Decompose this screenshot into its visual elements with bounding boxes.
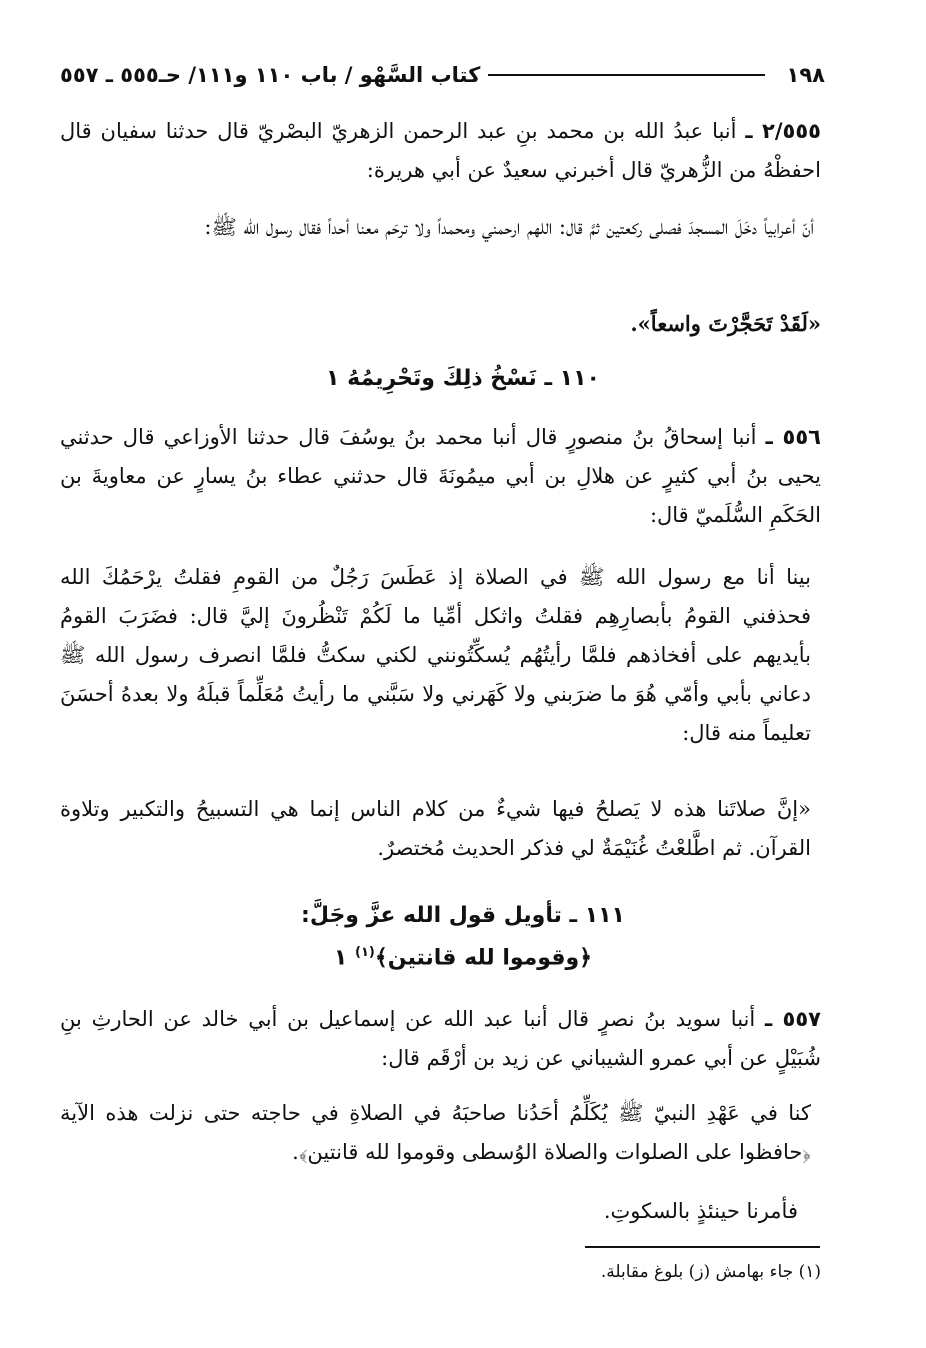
running-header xyxy=(60,58,825,92)
chapter-111-title: ١١١ ـ تأويل قول الله عزَّ وجَلَّ: xyxy=(301,903,625,928)
matn-text: أنّ أعرابياً دخَلَ المسجدَ فصلى ركعتين ثمَّ قال: اللهم ارحمني ومحمداً ولا ترحَم معنا أحداً فقال رسول الله ﷺ: xyxy=(204,215,814,239)
quranic-verse: ﴿وقوموا لله قانتين﴾ xyxy=(374,945,593,971)
isnad-text: أنبا إسحاقُ بنُ منصورٍ قال أنبا محمد بنُ يوسُفَ قال حدثنا الأوزاعي قال حدثني يحيى بنُ أبي كثيرٍ عن هلالِ بن أبي ميمُونَةَ قال حدثني عطاء بنُ يسارٍ عن معاويةَ بن الحَكَمِ السُّلَميّ قال: xyxy=(60,425,821,527)
hadith-number: ٥٥٧ ـ xyxy=(764,1007,821,1031)
running-title: كتاب السَّهْو / باب ١١٠ و١١١/ حـ٥٥٥ ـ ٥٥٧ xyxy=(60,63,481,87)
hadith-556-matn xyxy=(60,558,811,753)
ending-text: فأمرنا حينئذٍ بالسكوتِ. xyxy=(603,1199,798,1223)
hadith-number: ٥٥٦ ـ xyxy=(765,425,821,449)
chapter-110-title: ١١٠ ـ نَسْخُ ذلِكَ وتَحْرِيمُهُ ١ xyxy=(326,366,600,391)
quote-text: «إنَّ صلاتَنا هذه لا يَصلحُ فيها شيءٌ من كلام الناس إنما هي التسبيحُ والتكبير وتلاوة القرآن. ثم اطَّلعْتُ غُنَيْمَةٌ لي فذكر الحديث مُختصرٌ. xyxy=(60,797,811,860)
hadith-557-ending xyxy=(60,1192,798,1231)
chapter-111-subtitle xyxy=(60,945,866,970)
footnote: (١) جاء بهامش (ز) بلوغ مقابلة. xyxy=(600,1262,821,1282)
isnad-text: أنبا عبدُ الله بن محمد بنِ عبد الرحمن الزهريّ البصْريّ قال حدثنا سفيان قال احفظْهُ من الزُّهريّ قال أخبرني سعيدٌ عن أبي هريرة: xyxy=(60,119,821,182)
footnote-separator xyxy=(585,1246,820,1248)
hadith-557-matn xyxy=(60,1094,811,1172)
page-number: ١٩٨ xyxy=(786,63,825,87)
quote-text: «لَقَدْ تَحَجَّرْتَ واسعاً». xyxy=(630,311,821,336)
hadith-556-isnad xyxy=(60,418,821,535)
hadith-555-quote xyxy=(60,304,821,344)
hadith-number: ٢/٥٥٥ ـ xyxy=(745,119,821,143)
matn-text: بينا أنا مع رسول الله ﷺ في الصلاة إذ عَطَسَ رَجُلٌ من القومِ فقلتُ يرْحَمُكَ الله فحذفني القومُ بأبصارِهِم فقلتُ واثكل أمِّيا ما لَكُمْ تَنْظُرونَ إليَّ قال: فضَرَبَ القومُ بأيديهم على أفخاذهم فلمَّا رأيتُهُم يُسكِّتُونني لكني سكتُّ فلمَّا انصرف رسول الله ﷺ دعاني بأبي وأمّي هُوَ ما ضرَبني ولا كَهَرني ولا سَبَّني ما رأيتُ مُعَلِّماً قبلَهُ ولا بعدهُ أحسَنَ تعليماً منه قال: xyxy=(60,565,811,745)
chapter-mark: ١ xyxy=(333,945,356,971)
header-rule xyxy=(488,74,764,76)
footnote-ref: (١) xyxy=(355,945,375,960)
hadith-555-matn xyxy=(60,208,814,247)
isnad-text: أنبا سويد بنُ نصرٍ قال أنبا عبد الله عن إسماعيل بن أبي خالد عن الحارثِ بنِ شُبَيْلٍ عن أبي عمرو الشيباني عن زيد بن أرْقَم قال: xyxy=(60,1007,821,1070)
matn-text: كنا في عَهْدِ النبيّ ﷺ يُكَلِّمُ أحَدُنا صاحبَهُ في الصلاةِ في حاجته حتى نزلت هذه الآية ﴿حافظوا على الصلوات والصلاة الوُسطى وقوموا لله قانتين﴾. xyxy=(60,1101,811,1164)
hadith-556-quote xyxy=(60,790,811,868)
hadith-557-isnad xyxy=(60,1000,821,1078)
hadith-555-isnad xyxy=(60,112,821,190)
